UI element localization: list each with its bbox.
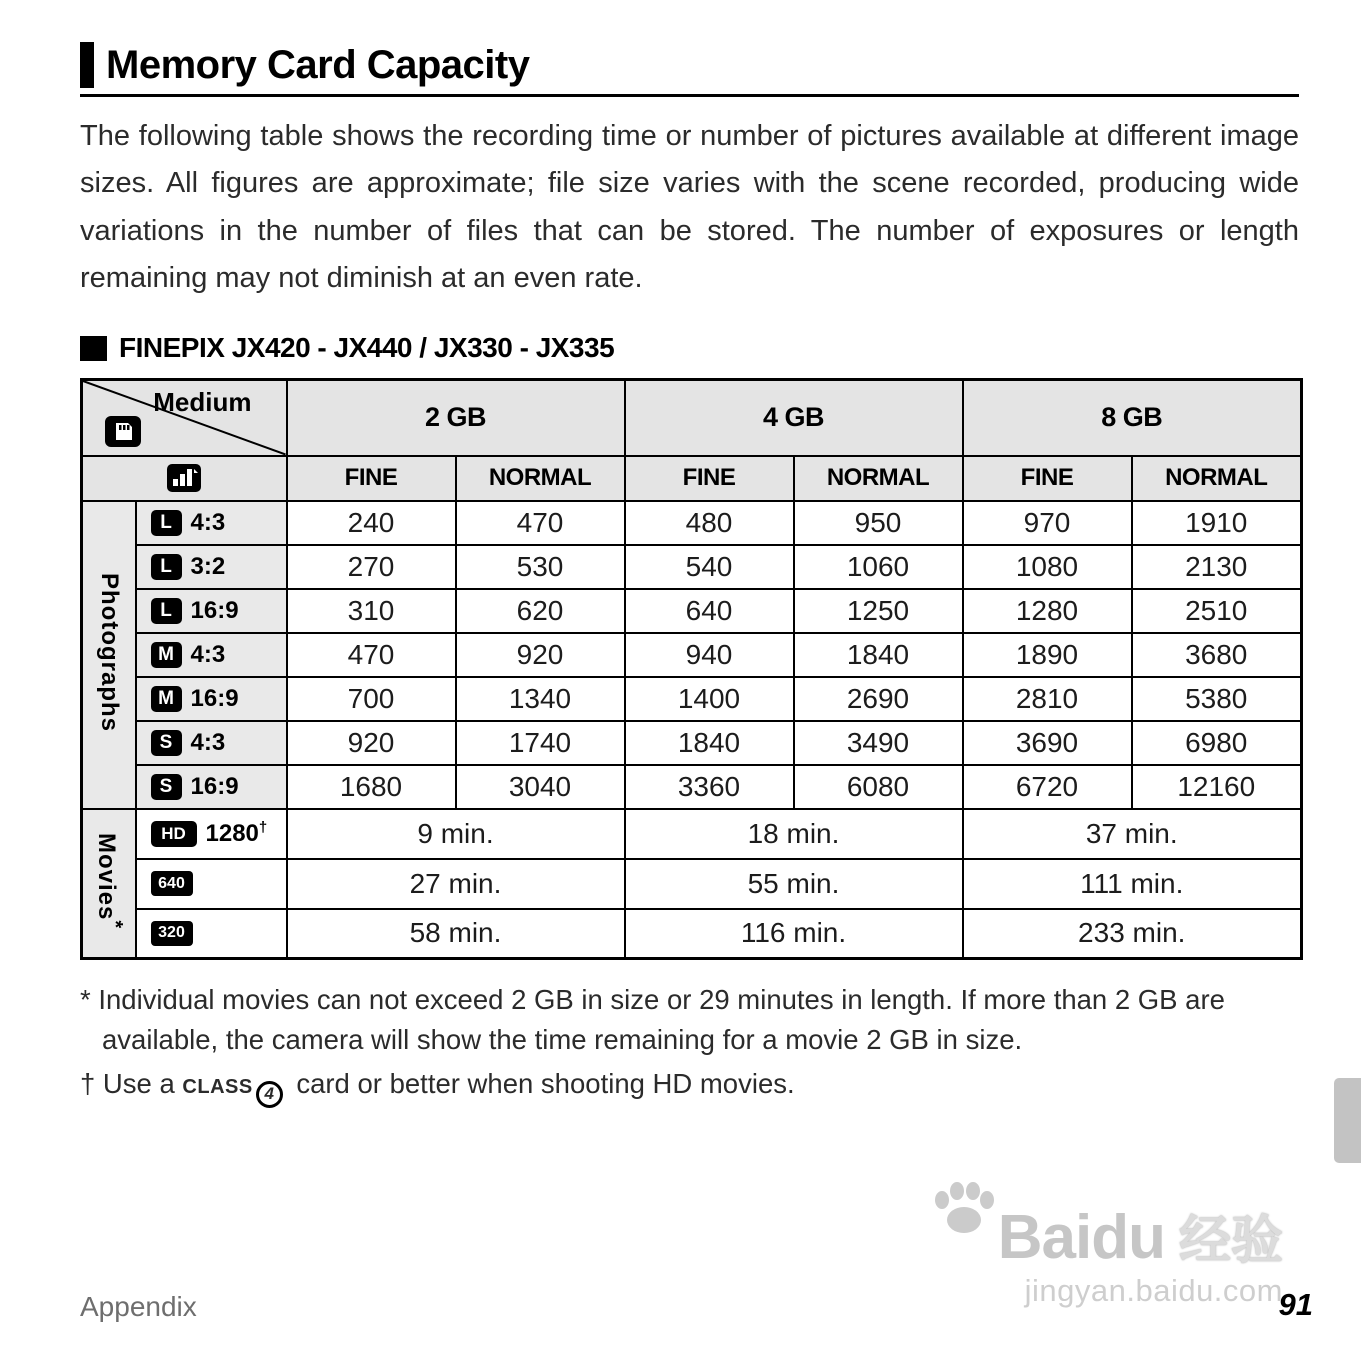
capacity-value: 2810 xyxy=(963,677,1132,721)
movie-format-cell xyxy=(136,809,287,859)
medium-corner-cell xyxy=(82,380,287,456)
movies-group-label: Movies* xyxy=(92,832,126,929)
capacity-value: 240 xyxy=(287,501,456,545)
capacity-value: 1340 xyxy=(456,677,625,721)
movie-time-value: 111 min. xyxy=(963,859,1302,909)
capacity-value: 920 xyxy=(287,721,456,765)
quality-header: NORMAL xyxy=(456,456,625,501)
movie-time-value: 55 min. xyxy=(625,859,963,909)
table-row xyxy=(82,589,1302,633)
movie-time-value: 27 min. xyxy=(287,859,625,909)
aspect-ratio-label: 4:3 xyxy=(190,508,226,536)
size-M-icon: M xyxy=(151,686,182,712)
capacity-value: 970 xyxy=(963,501,1132,545)
movie-time-value: 18 min. xyxy=(625,809,963,859)
capacity-value: 1060 xyxy=(794,545,963,589)
aspect-ratio-label: 16:9 xyxy=(190,596,239,624)
capacity-value: 2510 xyxy=(1132,589,1302,633)
table-row xyxy=(82,859,1302,909)
size-ratio-cell xyxy=(136,677,287,721)
watermark-brand: Baidu xyxy=(997,1203,1165,1272)
capacity-value: 470 xyxy=(456,501,625,545)
class4-speed-icon: CLASS 4 xyxy=(182,1068,288,1099)
aspect-ratio-label: 3:2 xyxy=(190,552,226,580)
capacity-table xyxy=(80,378,1303,960)
capacity-value: 620 xyxy=(456,589,625,633)
watermark-url: jingyan.baidu.com xyxy=(1024,1273,1283,1308)
size-L-icon: L xyxy=(151,554,182,580)
movies-group-cell xyxy=(82,809,136,959)
capacity-value: 950 xyxy=(794,501,963,545)
movie-time-value: 233 min. xyxy=(963,909,1302,959)
table-row xyxy=(82,809,1302,859)
capacity-value: 6080 xyxy=(794,765,963,809)
capacity-value: 640 xyxy=(625,589,794,633)
capacity-value: 3680 xyxy=(1132,633,1302,677)
capacity-header-4gb: 4 GB xyxy=(625,380,963,456)
quality-header: FINE xyxy=(963,456,1132,501)
capacity-value: 270 xyxy=(287,545,456,589)
capacity-value: 470 xyxy=(287,633,456,677)
size-M-icon: M xyxy=(151,642,182,668)
capacity-value: 6720 xyxy=(963,765,1132,809)
capacity-value: 1400 xyxy=(625,677,794,721)
intro-paragraph: The following table shows the recording time or number of pictures available at different image sizes. All figures are approximate; file size varies with the scene recorded, producing wide variations in the number of files that can be stored. The number of exposures or length remaining may not diminish at an even rate. xyxy=(80,120,1299,294)
aspect-ratio-label: 4:3 xyxy=(190,728,226,756)
page-header xyxy=(80,42,1299,97)
table-header-quality-row xyxy=(82,456,1302,501)
aspect-ratio-label: 16:9 xyxy=(190,684,239,712)
capacity-value: 480 xyxy=(625,501,794,545)
photographs-group-cell xyxy=(82,501,136,809)
table-row xyxy=(82,721,1302,765)
footnote-dagger: † Use a CLASS 4 card or better when shooting HD movies. xyxy=(80,1064,1299,1108)
table-row xyxy=(82,633,1302,677)
capacity-value: 5380 xyxy=(1132,677,1302,721)
movie-format-cell xyxy=(136,859,287,909)
movie-time-value: 37 min. xyxy=(963,809,1302,859)
capacity-value: 310 xyxy=(287,589,456,633)
movie-format-cell xyxy=(136,909,287,959)
capacity-value: 700 xyxy=(287,677,456,721)
photographs-group-label: Photographs xyxy=(95,572,123,732)
movie-resolution-label: 1280† xyxy=(205,819,268,848)
section-title: FINEPIX JX420 - JX440 / JX330 - JX335 xyxy=(119,332,615,364)
table-row xyxy=(82,501,1302,545)
section-heading xyxy=(80,332,1299,364)
footer-section-label: Appendix xyxy=(80,1291,197,1322)
quality-header: NORMAL xyxy=(794,456,963,501)
capacity-header-8gb: 8 GB xyxy=(963,380,1302,456)
page-title: Memory Card Capacity xyxy=(106,43,530,87)
table-row xyxy=(82,545,1302,589)
section-edge-tab xyxy=(1334,1078,1361,1163)
size-L-icon: L xyxy=(151,510,182,536)
capacity-value: 1250 xyxy=(794,589,963,633)
memory-card-icon xyxy=(105,416,141,447)
capacity-value: 1080 xyxy=(963,545,1132,589)
capacity-value: 920 xyxy=(456,633,625,677)
footnotes xyxy=(80,980,1299,1108)
capacity-value: 2690 xyxy=(794,677,963,721)
capacity-value: 1910 xyxy=(1132,501,1302,545)
medium-label: Medium xyxy=(153,387,252,418)
table-header-capacity-row xyxy=(82,380,1302,456)
capacity-value: 1280 xyxy=(963,589,1132,633)
capacity-value: 1840 xyxy=(625,721,794,765)
aspect-ratio-label: 4:3 xyxy=(190,640,226,668)
capacity-value: 2130 xyxy=(1132,545,1302,589)
capacity-value: 1840 xyxy=(794,633,963,677)
baidu-watermark xyxy=(932,1182,1283,1309)
capacity-value: 1890 xyxy=(963,633,1132,677)
size-L-icon: L xyxy=(151,598,182,624)
table-row xyxy=(82,909,1302,959)
quality-header: NORMAL xyxy=(1132,456,1302,501)
quality-icon-cell xyxy=(82,456,287,501)
640-resolution-icon: 640 xyxy=(151,871,193,896)
paw-icon xyxy=(932,1182,996,1243)
capacity-value: 6980 xyxy=(1132,721,1302,765)
capacity-value: 540 xyxy=(625,545,794,589)
capacity-value: 3490 xyxy=(794,721,963,765)
movie-time-value: 58 min. xyxy=(287,909,625,959)
watermark-brand-cn: 经验 xyxy=(1178,1212,1283,1271)
page-number: 91 xyxy=(1278,1287,1313,1322)
capacity-value: 530 xyxy=(456,545,625,589)
size-ratio-cell xyxy=(136,501,287,545)
capacity-value: 3690 xyxy=(963,721,1132,765)
size-ratio-cell xyxy=(136,765,287,809)
hd-icon: HD xyxy=(151,821,197,847)
quality-header: FINE xyxy=(287,456,456,501)
size-ratio-cell xyxy=(136,721,287,765)
footnote-asterisk: * Individual movies can not exceed 2 GB in size or 29 minutes in length. If more than 2 GB are available, the camera will show the time remaining for a movie 2 GB in size. xyxy=(80,984,1225,1055)
capacity-value: 1680 xyxy=(287,765,456,809)
capacity-value: 1740 xyxy=(456,721,625,765)
size-S-icon: S xyxy=(151,730,182,756)
capacity-value: 12160 xyxy=(1132,765,1302,809)
quality-header: FINE xyxy=(625,456,794,501)
table-row xyxy=(82,765,1302,809)
movie-time-value: 116 min. xyxy=(625,909,963,959)
capacity-value: 940 xyxy=(625,633,794,677)
capacity-header-2gb: 2 GB xyxy=(287,380,625,456)
title-accent-bar xyxy=(80,42,94,88)
movie-time-value: 9 min. xyxy=(287,809,625,859)
aspect-ratio-label: 16:9 xyxy=(190,772,239,800)
capacity-value: 3360 xyxy=(625,765,794,809)
table-row xyxy=(82,677,1302,721)
size-ratio-cell xyxy=(136,545,287,589)
320-resolution-icon: 320 xyxy=(151,921,193,946)
size-ratio-cell xyxy=(136,589,287,633)
size-S-icon: S xyxy=(151,774,182,800)
image-quality-icon xyxy=(167,479,201,496)
size-ratio-cell xyxy=(136,633,287,677)
section-marker-icon xyxy=(80,336,107,361)
capacity-value: 3040 xyxy=(456,765,625,809)
